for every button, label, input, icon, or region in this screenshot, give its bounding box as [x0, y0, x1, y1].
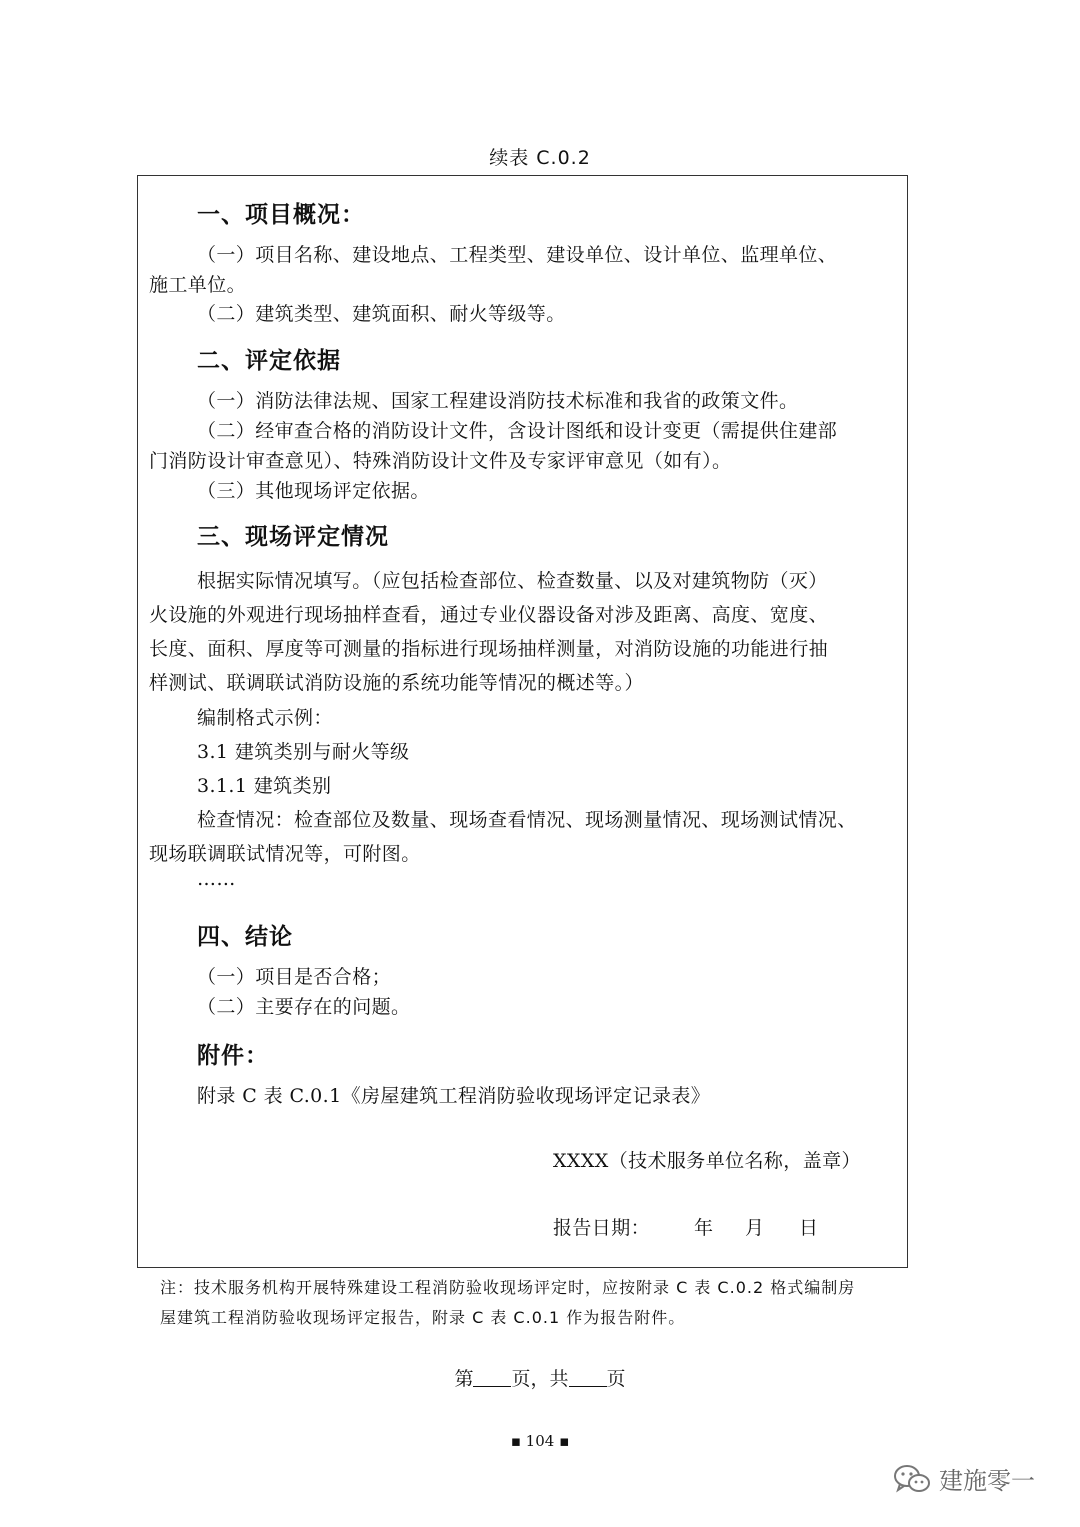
section-2-line-4: （三）其他现场评定依据。 — [197, 480, 430, 502]
report-date-month: 月 — [745, 1217, 765, 1239]
section-3-line-3: 长度、面积、厚度等可测量的指标进行现场抽样测量，对消防设施的功能进行抽 — [149, 638, 829, 660]
section-3-line-1: 根据实际情况填写。（应包括检查部位、检查数量、以及对建筑物防（灭） — [197, 570, 828, 592]
section-3-line-9: 现场联调联试情况等，可附图。 — [149, 843, 421, 865]
section-3-line-5: 编制格式示例： — [197, 707, 333, 729]
section-2-line-1: （一）消防法律法规、国家工程建设消防技术标准和我省的政策文件。 — [197, 390, 799, 412]
section-1-line-1: （一）项目名称、建设地点、工程类型、建设单位、设计单位、监理单位、 — [197, 244, 838, 266]
report-date-day: 日 — [799, 1217, 819, 1239]
report-date-year: 年 — [694, 1217, 714, 1239]
total-blank — [569, 1370, 607, 1387]
attachment-title: 附件： — [197, 1043, 269, 1069]
watermark — [893, 1461, 1035, 1496]
section-1-line-3: （二）建筑类型、建筑面积、耐火等级等。 — [197, 303, 566, 325]
section-4-title: 四、结论 — [197, 924, 293, 950]
section-1-title: 一、项目概况： — [197, 202, 365, 228]
section-3-ellipsis: …… — [197, 868, 236, 890]
section-3-line-7: 3.1.1 建筑类别 — [197, 775, 332, 797]
page-blank — [473, 1370, 511, 1387]
page-number: ▪ 104 ▪ — [510, 1432, 570, 1450]
section-3-line-8: 检查情况：检查部位及数量、现场查看情况、现场测量情况、现场测试情况、 — [197, 809, 857, 831]
attachment-line-1: 附录 C 表 C.0.1《房屋建筑工程消防验收现场评定记录表》 — [197, 1085, 711, 1107]
section-4-line-2: （二）主要存在的问题。 — [197, 996, 411, 1018]
section-2-line-3: 门消防设计审查意见）、特殊消防设计文件及专家评审意见（如有）。 — [149, 450, 732, 472]
wechat-icon — [893, 1463, 931, 1495]
table-caption: 续表 C.0.2 — [489, 147, 591, 169]
section-4-line-1: （一）项目是否合格； — [197, 966, 392, 988]
page-count — [0, 1364, 1080, 1391]
section-1-line-2: 施工单位。 — [149, 274, 247, 296]
page-count-middle: 页，共 — [511, 1368, 569, 1390]
section-3-line-2: 火设施的外观进行现场抽样查看，通过专业仪器设备对涉及距离、高度、宽度、 — [149, 604, 829, 626]
report-date-label: 报告日期： — [553, 1217, 651, 1239]
watermark-text: 建施零一 — [939, 1467, 1035, 1495]
signature-line: XXXX（技术服务单位名称，盖章） — [553, 1150, 861, 1172]
footnote-line-2: 屋建筑工程消防验收现场评定报告，附录 C 表 C.0.1 作为报告附件。 — [160, 1308, 686, 1327]
section-3-title: 三、现场评定情况 — [197, 524, 389, 550]
page-count-prefix: 第 — [454, 1368, 474, 1390]
page-count-suffix: 页 — [606, 1368, 626, 1390]
footnote-line-1: 注：技术服务机构开展特殊建设工程消防验收现场评定时，应按附录 C 表 C.0.2 格式编制房 — [160, 1278, 856, 1297]
section-2-title: 二、评定依据 — [197, 348, 341, 374]
section-3-line-6: 3.1 建筑类别与耐火等级 — [197, 741, 410, 763]
section-2-line-2: （二）经审查合格的消防设计文件，含设计图纸和设计变更（需提供住建部 — [197, 420, 838, 442]
section-3-line-4: 样测试、联调联试消防设施的系统功能等情况的概述等。） — [149, 672, 644, 694]
